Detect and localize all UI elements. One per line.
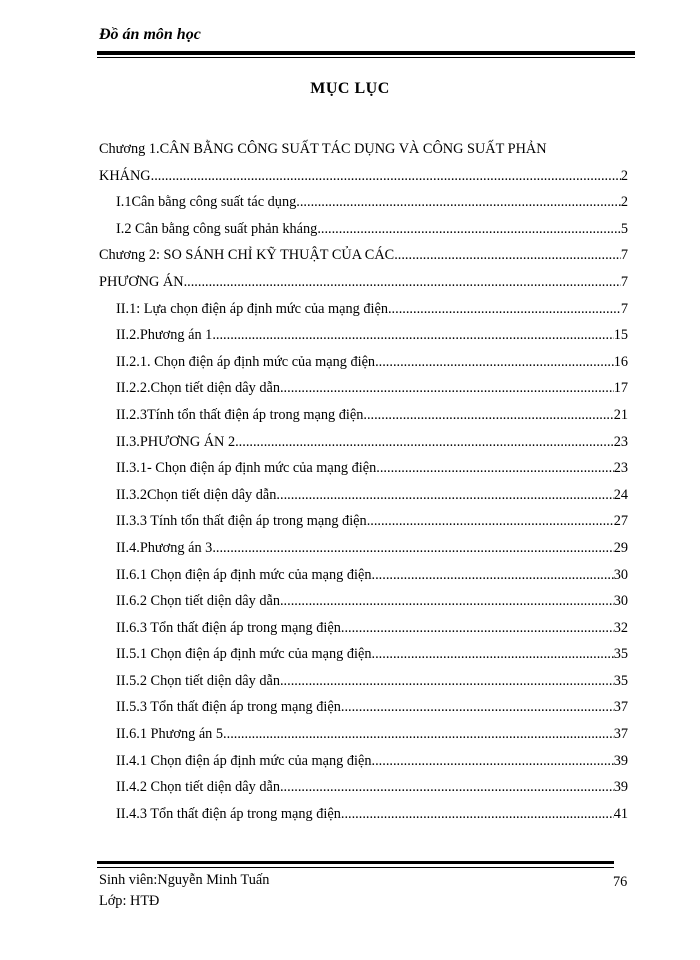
toc-heading: MỤC LỤC <box>310 80 390 97</box>
toc-leader-dots <box>372 641 614 668</box>
toc-leader-dots <box>341 694 614 721</box>
toc-entry[interactable] <box>99 455 628 482</box>
toc-entry-label: II.3.3 Tính tổn thất điện áp trong mạng điện <box>116 513 367 530</box>
toc-entry-label: II.3.1- Chọn điện áp định mức của mạng điện <box>116 460 377 477</box>
toc-entry[interactable] <box>99 508 628 535</box>
toc-entry[interactable] <box>99 269 628 296</box>
toc-leader-dots <box>296 189 621 216</box>
toc-entry-chapter1[interactable] <box>99 136 628 189</box>
toc-page-number: 23 <box>613 460 628 477</box>
toc-entry[interactable] <box>99 322 628 349</box>
toc-page-number: 2 <box>620 194 628 211</box>
toc-leader-dots <box>388 296 621 323</box>
toc-leader-dots <box>372 562 614 589</box>
toc-page-number: 24 <box>613 486 628 503</box>
toc-leader-dots <box>184 269 621 296</box>
toc-leader-dots <box>317 216 621 243</box>
toc-page-number: 7 <box>620 300 628 317</box>
footer-rule-thick <box>97 861 614 864</box>
toc-leader-dots <box>376 455 613 482</box>
page-header-title: Đồ án môn học <box>99 26 201 43</box>
toc-page-number: 7 <box>620 273 628 290</box>
toc-entry-label: I.2 Cân bằng công suất phản kháng <box>116 220 318 237</box>
toc-leader-dots <box>372 748 614 775</box>
toc-leader-dots <box>367 508 614 535</box>
toc-entry[interactable] <box>99 562 628 589</box>
toc-leader-dots <box>212 322 613 349</box>
toc-leader-dots <box>280 588 614 615</box>
toc-entry-label: II.6.2 Chọn tiết diện dây dẫn <box>116 593 280 610</box>
toc-entry[interactable] <box>99 774 628 801</box>
toc-entry-label: II.6.3 Tổn thất điện áp trong mạng điện <box>116 619 341 636</box>
toc-entry[interactable] <box>99 429 628 456</box>
toc-entry-label: II.6.1 Chọn điện áp định mức của mạng điện <box>116 566 372 583</box>
header-rule-thin <box>97 57 635 58</box>
toc-page-number: 32 <box>613 619 628 636</box>
toc-entry[interactable] <box>99 721 628 748</box>
toc-page-number: 27 <box>613 513 628 530</box>
toc-entry[interactable] <box>99 615 628 642</box>
toc-entry-label: Chương 2: SO SÁNH CHỈ KỸ THUẬT CỦA CÁC <box>99 247 395 264</box>
toc-entry-label: II.4.Phương án 3 <box>116 539 213 556</box>
toc-page-number: 37 <box>613 726 628 743</box>
toc-entry[interactable] <box>99 375 628 402</box>
footer-class: Lớp: HTĐ <box>99 893 160 909</box>
toc-leader-dots <box>223 721 614 748</box>
toc-page-number: 23 <box>613 433 628 450</box>
toc-page-number: 41 <box>613 805 628 822</box>
toc-entry-label: II.2.Phương án 1 <box>116 327 213 344</box>
toc-entry-label: II.2.2.Chọn tiết diện dây dẫn <box>116 380 280 397</box>
toc-entry-label: II.4.3 Tổn thất điện áp trong mạng điện <box>116 805 341 822</box>
toc-entry[interactable] <box>99 694 628 721</box>
toc-entry-label: II.4.1 Chọn điện áp định mức của mạng điện <box>116 752 372 769</box>
toc-entry[interactable] <box>99 296 628 323</box>
toc-page-number: 35 <box>613 646 628 663</box>
toc-entry[interactable] <box>99 535 628 562</box>
toc-entry[interactable] <box>99 748 628 775</box>
toc-leader-dots <box>212 535 613 562</box>
toc-entry-label: II.3.2Chọn tiết diện dây dẫn <box>116 486 277 503</box>
toc-leader-dots <box>276 482 613 509</box>
toc-leader-dots <box>280 774 614 801</box>
toc-entry-label: PHƯƠNG ÁN <box>99 273 184 290</box>
toc-page-number: 15 <box>613 327 628 344</box>
toc-page-number: 29 <box>613 539 628 556</box>
toc-page-number: 30 <box>613 566 628 583</box>
header-rule-thick <box>97 51 635 55</box>
toc-entry-label: II.4.2 Chọn tiết diện dây dẫn <box>116 779 280 796</box>
toc-entry[interactable] <box>99 189 628 216</box>
toc-entry-label: II.3.PHƯƠNG ÁN 2 <box>116 433 236 450</box>
toc-entry-label: II.5.1 Chọn điện áp định mức của mạng điện <box>116 646 372 663</box>
toc-entry[interactable] <box>99 216 628 243</box>
toc-page-number: 39 <box>613 779 628 796</box>
toc-page-number: 39 <box>613 752 628 769</box>
toc-page-number: 5 <box>620 220 628 237</box>
toc-leader-dots <box>341 801 614 828</box>
footer-student-name: Sinh viên:Nguyễn Minh Tuấn <box>99 872 270 888</box>
toc-entry-label: II.2.3Tính tổn thất điện áp trong mạng điện <box>116 406 364 423</box>
toc-page-number: 16 <box>613 353 628 370</box>
table-of-contents <box>99 136 628 827</box>
toc-entry[interactable] <box>99 242 628 269</box>
toc-chapter1-line2: KHÁNG <box>99 167 151 184</box>
toc-leader-dots <box>235 429 614 456</box>
toc-entry-label: II.1: Lựa chọn điện áp định mức của mạng điện <box>116 300 388 317</box>
toc-entry[interactable] <box>99 402 628 429</box>
toc-entry[interactable] <box>99 588 628 615</box>
toc-entry-label: II.6.1 Phương án 5 <box>116 726 224 743</box>
toc-entry[interactable] <box>99 801 628 828</box>
toc-leader-dots <box>341 615 614 642</box>
toc-leader-dots <box>280 668 614 695</box>
toc-page-number: 21 <box>613 406 628 423</box>
toc-entry-label: I.1Cân bằng công suất tác dụng <box>116 194 297 211</box>
toc-entry[interactable] <box>99 668 628 695</box>
toc-page-number: 2 <box>620 167 628 184</box>
toc-leader-dots <box>375 349 614 376</box>
footer-rule-thin <box>97 867 614 868</box>
toc-entry[interactable] <box>99 482 628 509</box>
toc-entry[interactable] <box>99 349 628 376</box>
toc-entry-label: II.5.3 Tổn thất điện áp trong mạng điện <box>116 699 341 716</box>
toc-leader-dots <box>363 402 613 429</box>
toc-page-number: 35 <box>613 672 628 689</box>
footer-page-number: 76 <box>613 874 628 890</box>
toc-entry[interactable] <box>99 641 628 668</box>
toc-chapter1-line1: Chương 1.CÂN BẰNG CÔNG SUẤT TÁC DỤNG VÀ CÔNG SUẤT PHẢN <box>99 141 547 157</box>
toc-page-number: 30 <box>613 593 628 610</box>
toc-page-number: 17 <box>613 380 628 397</box>
toc-entry-label: II.2.1. Chọn điện áp định mức của mạng điện <box>116 353 376 370</box>
toc-leader-dots <box>280 375 614 402</box>
toc-entry-label: II.5.2 Chọn tiết diện dây dẫn <box>116 672 280 689</box>
toc-leader-dots <box>151 163 621 190</box>
toc-leader-dots <box>394 242 621 269</box>
toc-page-number: 7 <box>620 247 628 264</box>
toc-page-number: 37 <box>613 699 628 716</box>
